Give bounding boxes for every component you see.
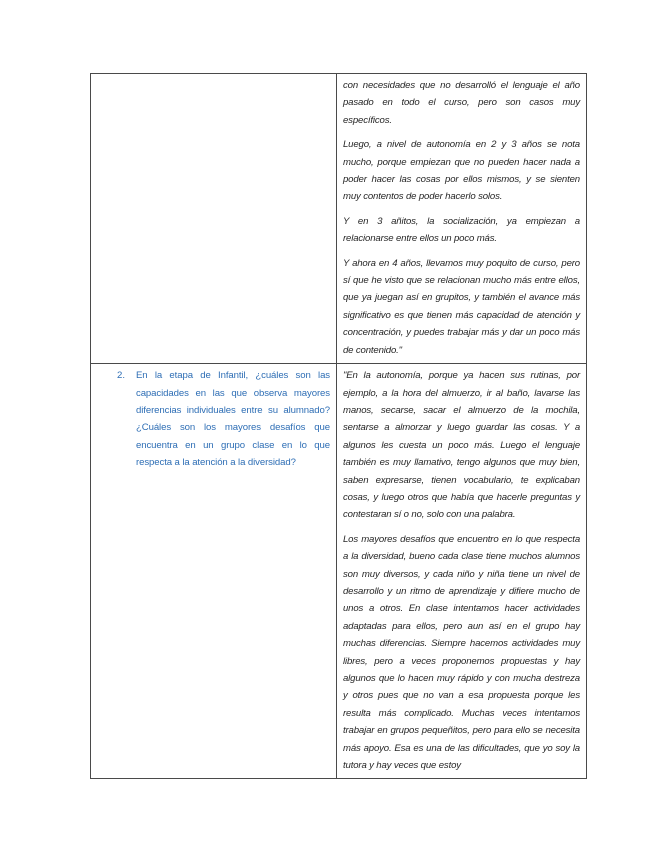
interview-table xyxy=(90,73,587,779)
question-cell xyxy=(91,364,337,779)
question-text: En la etapa de Infantil, ¿cuáles son las capacidades en las que observa mayores diferencias individuales entre su alumnado? ¿Cuáles son los mayores desafíos que encuentra en un grupo clase en lo que respecta a la atención a la diversidad? xyxy=(136,370,330,469)
answer-paragraph: "En la autonomía, porque ya hacen sus rutinas, por ejemplo, a la hora del almuerzo, ir al baño, lavarse las manos, secarse, sacar el almuerzo de la mochila, sentarse a almorzar y luego guardar las cosas. Y a algunos les cuesta un poco más. Luego el lenguaje también es muy llamativo, tengo algunos que muy bien, saben expresarse, tienen vocabulario, te explicaban cosas, y luego otros que había que hacerle preguntas y contestaran sí o no, solo con una palabra. xyxy=(343,370,580,521)
table-row xyxy=(91,364,587,779)
table-row xyxy=(91,74,587,364)
answer-paragraph: con necesidades que no desarrolló el lenguaje el año pasado en todo el curso, pero son casos muy específicos. xyxy=(343,80,580,126)
answer-paragraph: Luego, a nivel de autonomía en 2 y 3 años se nota mucho, porque empiezan que no pueden hacer nada a poder hacer las cosas por ellos mismos, y se sienten muy contentos de poder hacerlo solos. xyxy=(343,139,580,203)
question-number: 2. xyxy=(117,370,126,382)
answer-cell xyxy=(337,364,587,779)
question-cell xyxy=(91,74,337,364)
answer-paragraph: Y en 3 añitos, la socialización, ya empiezan a relacionarse entre ellos un poco más. xyxy=(343,215,580,245)
answer-paragraph: Los mayores desafíos que encuentro en lo que respecta a la diversidad, bueno cada clase tiene muchos alumnos son muy diversos, y cada niño y niña tiene un nivel de desarrollo y un ritmo de aprendizaje y difiere mucho de unos a otros. En clase intentamos hacer actividades adaptadas para ellos, pero aun así en el grupo hay muchas diferencias. Siempre hacemos actividades muy libres, pero a veces proponemos propuestas y hay algunos que lo hacen muy rápido y con mucha destreza y otros pues que no van a esa propuesta porque les resulta más complicado. Muchas veces intentamos trabajar en grupos pequeñitos, pero para ello se necesita más apoyo. Esa es una de las dificultades, que yo soy la tutora y hay veces que estoy xyxy=(343,533,580,772)
answer-cell xyxy=(337,74,587,364)
answer-paragraph: Y ahora en 4 años, llevamos muy poquito de curso, pero sí que he visto que se relacionan mucho más entre ellos, que ya juegan así en grupitos, y también el avance más significativo es que tienen más capacidad de atención y concentración, y puedes trabajar más y dar un poco más de contenido." xyxy=(343,257,580,356)
question-item xyxy=(97,367,330,471)
